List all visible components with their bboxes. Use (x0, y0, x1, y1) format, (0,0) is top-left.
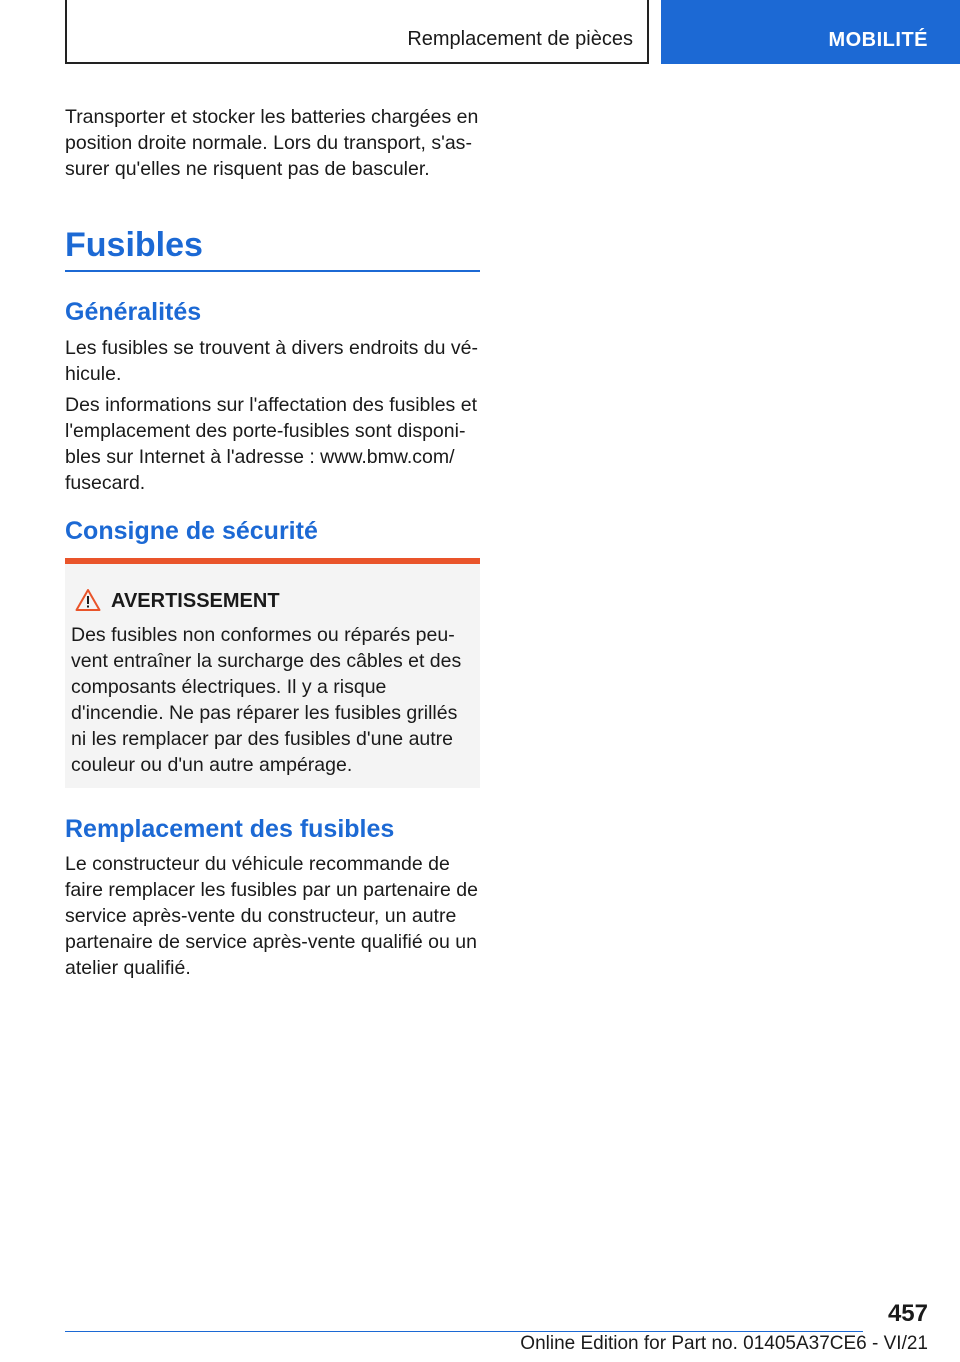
heading-rule (65, 270, 480, 272)
warning-text: Des fusibles non conformes ou réparés peuvent entraîner la surcharge des câbles et des composants électriques. Il y a risque d'incendie. Ne pas réparer les fusibles grillés ni les remplacer par des fusibles d'une autre couleur ou d'un autre ampérage. (71, 624, 462, 776)
footer-edition: Online Edition for Part no. 01405A37CE6 - VI/21 (520, 1333, 928, 1354)
consigne-heading: Consigne de sécurité (65, 517, 318, 545)
page-number: 457 (887, 1300, 928, 1327)
intro-paragraph: Transporter et stocker les batteries chargées en position droite normale. Lors du transport, s'assurer qu'elles ne risquent pas de basculer. (65, 106, 479, 180)
footer-rule (65, 1331, 863, 1332)
chapter-tab[interactable] (661, 0, 960, 64)
chapter-tab-label: MOBILITÉ (828, 29, 928, 51)
warning-box (65, 558, 480, 788)
warning-triangle-icon (75, 588, 101, 612)
remplacement-paragraph: Le constructeur du véhicule recommande de faire remplacer les fusibles par un partenaire de service après-vente du constructeur, un autre partenaire de service après-vente qualifié ou un atelier qualifié. (65, 853, 478, 979)
generalites-paragraph-2: Des informations sur l'affectation des fusibles et l'emplacement des porte-fusibles sont disponibles sur Internet à l'adresse : www.bmw.com/ fusecard. (65, 394, 477, 494)
page-heading: Fusibles (65, 226, 203, 264)
section-title: Remplacement de pièces (407, 28, 633, 50)
remplacement-heading: Remplacement des fusibles (65, 815, 395, 843)
generalites-paragraph-1: Les fusibles se trouvent à divers endroits du véhicule. (65, 337, 478, 385)
generalites-heading: Généralités (65, 298, 202, 326)
warning-title: AVERTISSEMENT (111, 590, 280, 612)
header-frame (65, 0, 649, 64)
